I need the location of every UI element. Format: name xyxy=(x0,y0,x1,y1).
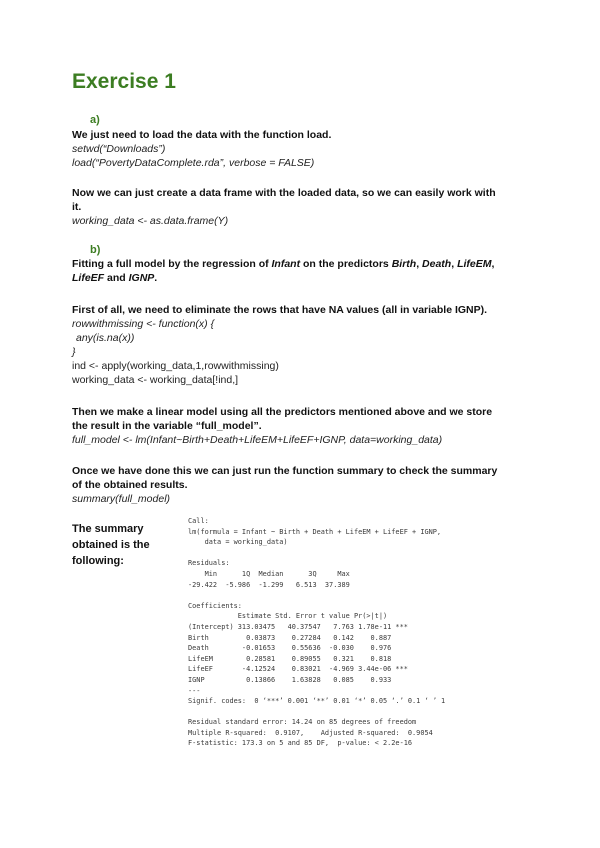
fit-death: Death xyxy=(422,258,452,270)
lm-text-1: Then we make a linear model using all the predictors mentioned above and we store xyxy=(72,406,493,418)
code-setwd: setwd(“Downloads”) xyxy=(72,143,166,155)
fit-ignp: IGNP xyxy=(128,272,155,284)
console-line: LifeEF -4.12524 0.83021 -4.969 3.44e-06 *** xyxy=(188,665,408,674)
console-line: lm(formula = Infant ~ Birth + Death + LifeEM + LifeEF + IGNP, xyxy=(188,527,442,536)
section-b-label: b) xyxy=(90,244,101,256)
console-line: (Intercept) 313.03475 40.37547 7.763 1.78e-11 *** xyxy=(188,622,408,631)
fit-pre: Fitting a full model by the regression of xyxy=(72,258,272,270)
console-line: LifeEM 0.28581 0.89055 0.321 0.818 xyxy=(188,654,392,663)
console-line: -29.422 -5.986 -1.299 6.513 37.389 xyxy=(188,580,350,589)
fit-lifeem: LifeEM xyxy=(457,258,492,270)
console-line: Residuals: xyxy=(188,559,230,568)
code-lm: full_model <- lm(Infant~Birth+Death+LifeEM+LifeEF+IGNP, data=working_data) xyxy=(72,434,443,446)
fit-c2: , xyxy=(451,258,458,270)
page-title: Exercise 1 xyxy=(72,70,176,93)
na-block xyxy=(72,303,532,387)
code-fn-3: } xyxy=(72,346,76,358)
fit-birth: Birth xyxy=(391,258,417,270)
console-line xyxy=(188,707,508,718)
code-as-data-frame: working_data <- as.data.frame(Y) xyxy=(72,215,229,227)
fit-end: . xyxy=(154,272,158,284)
code-fn-2: any(is.na(x)) xyxy=(76,332,135,344)
console-line: Coefficients: xyxy=(188,601,242,610)
console-line: IGNP 0.13866 1.63828 0.085 0.933 xyxy=(188,675,392,684)
console-line: Death -0.01653 0.55636 -0.030 0.976 xyxy=(188,644,392,653)
dataframe-text-1: Now we can just create a data frame with the loaded data, so we can easily work with xyxy=(72,187,496,199)
console-line: Call: xyxy=(188,517,209,525)
console-line: Multiple R-squared: 0.9107, Adjusted R-squared: 0.9054 xyxy=(188,728,433,737)
fit-lifeef: LifeEF xyxy=(72,272,105,284)
fit-c1: , xyxy=(416,258,423,270)
lm-text-2: the result in the variable “full_model”. xyxy=(72,420,262,432)
dataframe-text-2: it. xyxy=(72,201,82,213)
section-a-label: a) xyxy=(90,114,100,126)
summary-block xyxy=(72,464,532,506)
section-a-block xyxy=(72,128,532,170)
code-filter: working_data <- working_data[!ind,] xyxy=(72,374,239,386)
code-fn-1: rowwithmissing <- function(x) { xyxy=(72,318,215,330)
fit-mid: on the predictors xyxy=(300,258,392,270)
console-line: --- xyxy=(188,686,201,695)
console-line xyxy=(188,548,508,559)
section-b-intro xyxy=(72,257,532,285)
console-line: Residual standard error: 14.24 on 85 degrees of freedom xyxy=(188,718,417,727)
fit-and: and xyxy=(104,272,129,284)
na-text: First of all, we need to eliminate the rows that have NA values (all in variable IGNP). xyxy=(72,304,488,316)
fit-text xyxy=(72,257,532,285)
console-line: Birth 0.03873 0.27284 0.142 0.887 xyxy=(188,633,392,642)
code-load: load(“PovertyDataComplete.rda”, verbose = FALSE) xyxy=(72,157,315,169)
code-summary: summary(full_model) xyxy=(72,493,171,505)
fit-infant: Infant xyxy=(271,258,301,270)
r-console-output xyxy=(188,516,508,749)
summary-label: The summary obtained is the following: xyxy=(72,523,150,567)
code-apply: ind <- apply(working_data,1,rowwithmissing) xyxy=(72,360,279,372)
console-line: Min 1Q Median 3Q Max xyxy=(188,569,350,578)
console-line: F-statistic: 173.3 on 5 and 85 DF, p-value: < 2.2e-16 xyxy=(188,739,413,748)
summary-text-1: Once we have done this we can just run the function summary to check the summary xyxy=(72,465,498,477)
console-line: Signif. codes: 0 ‘***’ 0.001 ‘**’ 0.01 ‘*’ 0.05 ‘.’ 0.1 ‘ ’ 1 xyxy=(188,697,446,706)
console-line: Estimate Std. Error t value Pr(>|t|) xyxy=(188,612,388,621)
lm-block xyxy=(72,405,532,447)
console-line: data = working_data) xyxy=(188,538,288,547)
intro-text: We just need to load the data with the function load. xyxy=(72,129,332,141)
summary-text-2: of the obtained results. xyxy=(72,479,188,491)
fit-c3: , xyxy=(491,258,495,270)
console-line xyxy=(188,590,508,601)
dataframe-block xyxy=(72,186,532,228)
